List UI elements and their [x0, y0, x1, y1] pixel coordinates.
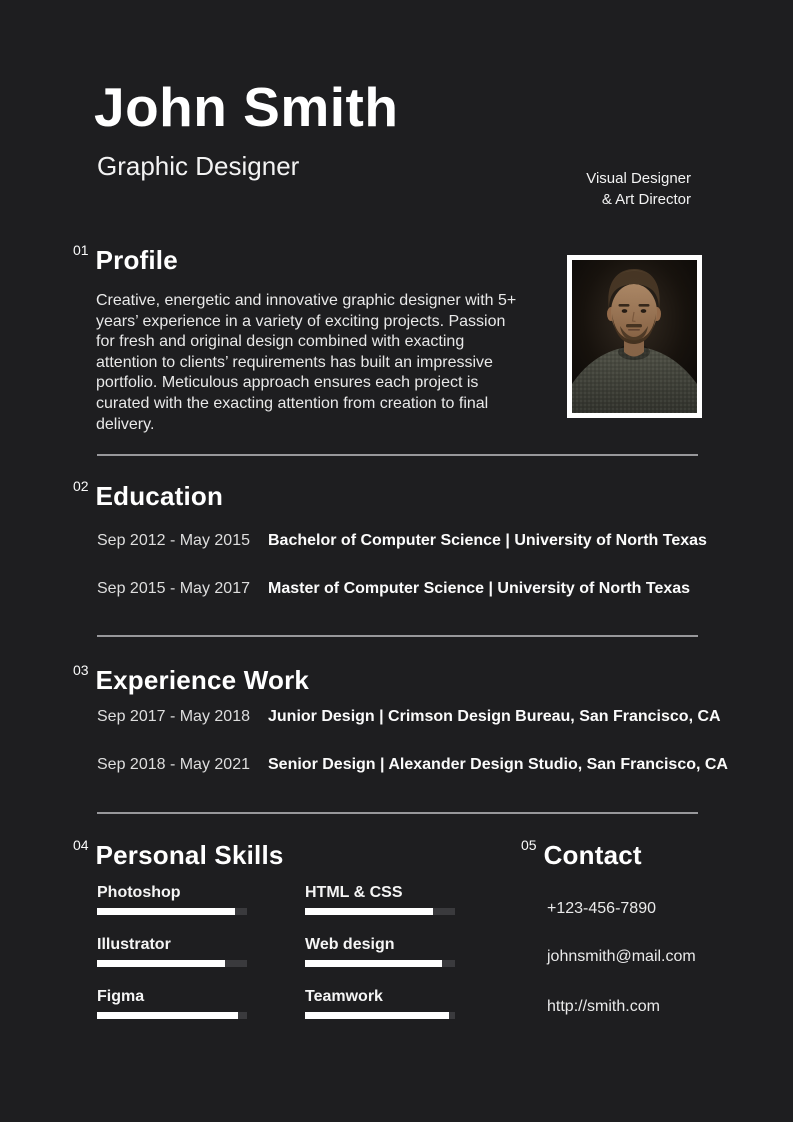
contact-phone: +123-456-7890 — [547, 900, 656, 917]
skill-bar-fill — [305, 908, 433, 915]
skill-item — [305, 884, 455, 915]
skill-bar — [305, 1012, 455, 1019]
section-number: 04 — [73, 837, 89, 853]
profile-paragraph: Creative, energetic and innovative graphic designer with 5+ years’ experience in a variety of exciting projects. Passion for fresh and original design combined with exacting attention to clients’ requirements has built an impressive portfolio. Meticulous approach ensures each project is curated with the exacting attention from creation to final delivery. — [96, 292, 517, 433]
skill-item — [305, 988, 455, 1019]
skill-bar-fill — [97, 908, 235, 915]
skill-name: Web design — [305, 936, 395, 953]
skill-name: HTML & CSS — [305, 884, 403, 901]
side-title-line1: Visual Designer — [586, 170, 691, 187]
portrait-photo — [567, 255, 702, 418]
contact-section-heading — [521, 838, 642, 868]
side-title — [586, 168, 691, 210]
skill-name: Figma — [97, 988, 145, 1005]
skill-item — [97, 884, 247, 915]
skill-bar — [97, 960, 247, 967]
education-period: Sep 2012 - May 2015 — [97, 532, 250, 549]
skill-name: Teamwork — [305, 988, 383, 1005]
education-period: Sep 2015 - May 2017 — [97, 580, 250, 597]
contact-email: johnsmith@mail.com — [547, 948, 696, 965]
skill-bar-fill — [97, 960, 225, 967]
section-number: 05 — [521, 837, 537, 853]
experience-row — [97, 755, 728, 774]
person-name: John Smith — [94, 76, 399, 138]
skill-bar-fill — [305, 960, 442, 967]
section-title-skills: Personal Skills — [95, 840, 284, 870]
section-divider — [97, 454, 698, 456]
skill-bar-fill — [97, 1012, 238, 1019]
skill-bar-fill — [305, 1012, 449, 1019]
education-row — [97, 531, 707, 550]
profile-section-heading — [73, 243, 178, 273]
skill-item — [305, 936, 455, 967]
experience-row — [97, 707, 721, 726]
person-role: Graphic Designer — [97, 151, 300, 181]
section-title-profile: Profile — [95, 245, 178, 275]
skill-bar — [97, 908, 247, 915]
side-title-line2: & Art Director — [601, 191, 691, 208]
education-row — [97, 579, 690, 598]
skill-item — [97, 988, 247, 1019]
experience-detail: Junior Design | Crimson Design Bureau, San Francisco, CA — [268, 708, 721, 725]
skills-section-heading — [73, 838, 284, 868]
portrait-illustration — [572, 260, 697, 413]
education-section-heading — [73, 479, 223, 509]
skill-name: Photoshop — [97, 884, 181, 901]
section-divider — [97, 812, 698, 814]
skill-item — [97, 936, 247, 967]
contact-website: http://smith.com — [547, 998, 660, 1015]
section-number: 03 — [73, 662, 89, 678]
skill-bar — [305, 960, 455, 967]
section-title-contact: Contact — [543, 840, 642, 870]
skill-bar — [97, 1012, 247, 1019]
section-divider — [97, 635, 698, 637]
experience-period: Sep 2017 - May 2018 — [97, 708, 250, 725]
experience-detail: Senior Design | Alexander Design Studio, San Francisco, CA — [268, 756, 728, 773]
skill-bar — [305, 908, 455, 915]
education-detail: Bachelor of Computer Science | University of North Texas — [268, 532, 707, 549]
experience-section-heading — [73, 663, 309, 693]
section-number: 01 — [73, 242, 89, 258]
section-title-education: Education — [95, 481, 224, 511]
section-title-experience: Experience Work — [95, 665, 310, 695]
education-detail: Master of Computer Science | University of North Texas — [268, 580, 691, 597]
section-number: 02 — [73, 478, 89, 494]
experience-period: Sep 2018 - May 2021 — [97, 756, 250, 773]
skill-name: Illustrator — [97, 936, 171, 953]
